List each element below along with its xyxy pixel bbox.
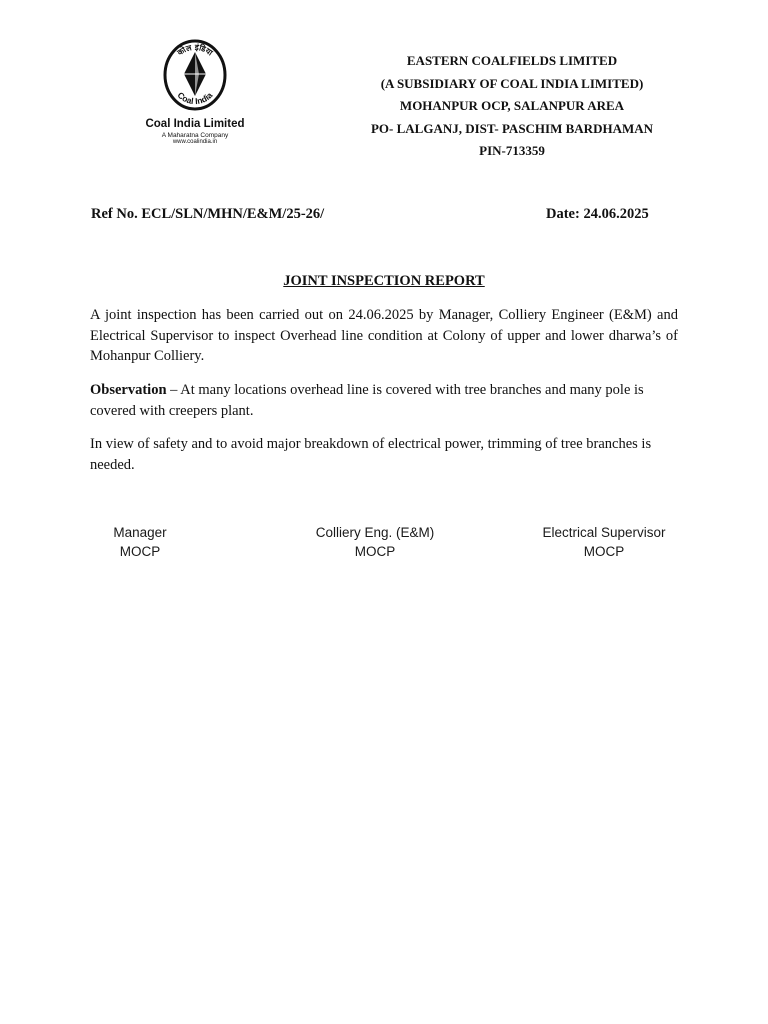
inspection-paragraph: A joint inspection has been carried out on 24.06.2025 by Manager, Colliery Engineer (E&M) and Electrical Supervisor to inspect Overhead line condition at Colony of upper and lower dharwa’s of Mohanpur Colliery. <box>90 307 678 364</box>
reference-number: Ref No. ECL/SLN/MHN/E&M/25-26/ <box>91 206 325 222</box>
letterhead-line-1: EASTERN COALFIELDS LIMITED <box>406 53 618 68</box>
logo-website: www.coalindia.in <box>172 139 218 145</box>
signatory-unit: MOCP <box>583 544 625 559</box>
document-date: Date: 24.06.2025 <box>546 206 649 222</box>
signature-block-manager <box>90 523 190 561</box>
logo-tagline: A Maharatna Company <box>161 132 229 139</box>
observation-text: – At many locations overhead line is covered with tree branches and many pole is covered with creepers plant. <box>90 382 644 419</box>
report-title: JOINT INSPECTION REPORT <box>283 273 485 289</box>
signatory-unit: MOCP <box>354 544 396 559</box>
coal-india-logo <box>130 38 260 145</box>
signature-block-electrical-supervisor <box>524 523 684 561</box>
logo-company-name: Coal India Limited <box>145 118 245 130</box>
letterhead-line-2: (A SUBSIDIARY OF COAL INDIA LIMITED) <box>380 75 644 91</box>
observation-paragraph <box>90 380 678 421</box>
signatory-title: Electrical Supervisor <box>542 525 666 540</box>
emblem-bottom-text: Coal India <box>175 89 215 107</box>
coal-india-emblem-icon <box>162 38 228 112</box>
signatory-title: Colliery Eng. (E&M) <box>315 525 435 540</box>
emblem-top-text: कोल इंडिया <box>175 42 215 58</box>
signatory-title: Manager <box>113 525 167 540</box>
letterhead-line-5: PIN-713359 <box>479 143 545 159</box>
letterhead-address <box>352 50 672 163</box>
letterhead-line-3: MOHANPUR OCP, SALANPUR AREA <box>399 98 625 114</box>
signature-block-colliery-engineer <box>300 523 450 561</box>
letterhead-line-4: PO- LALGANJ, DIST- PASCHIM BARDHAMAN <box>370 120 654 136</box>
signatory-unit: MOCP <box>119 544 161 559</box>
recommendation-paragraph: In view of safety and to avoid major breakdown of electrical power, trimming of tree branches is needed. <box>90 436 652 473</box>
observation-label: Observation <box>90 382 167 398</box>
